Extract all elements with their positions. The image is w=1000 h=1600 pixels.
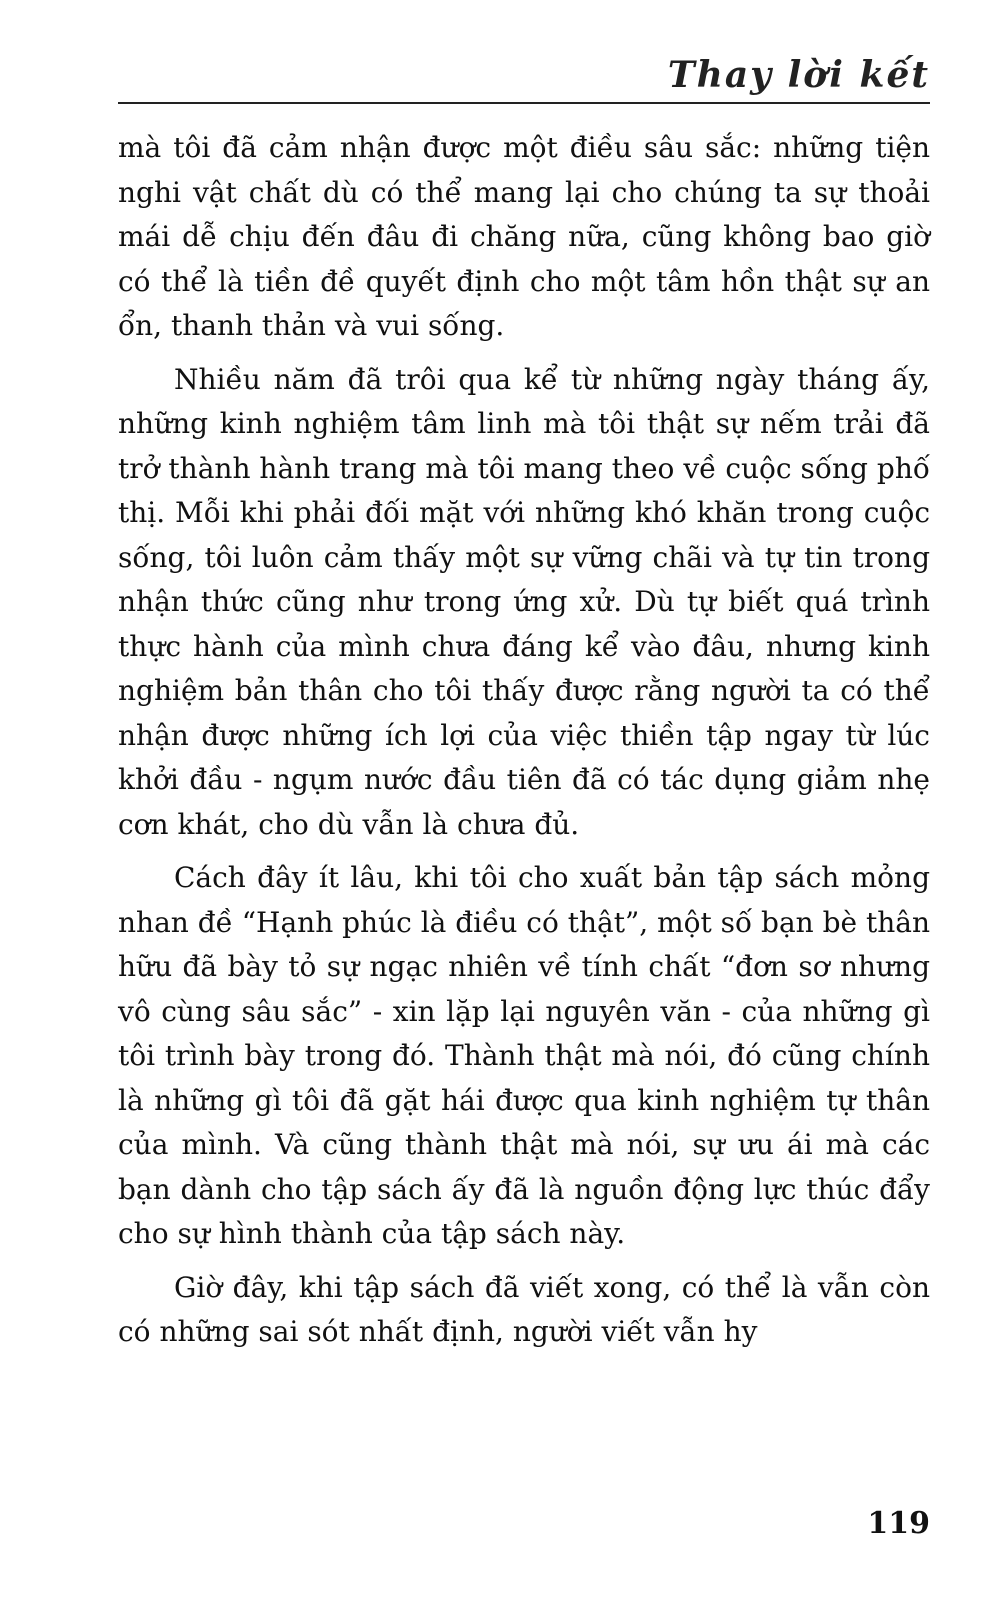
paragraph: Cách đây ít lâu, khi tôi cho xuất bản tập sách mỏng nhan đề “Hạnh phúc là điều có thật”, một số bạn bè thân hữu đã bày tỏ sự ngạc nhiên về tính chất “đơn sơ nhưng vô cùng sâu sắc” - xin lặp lại nguyên văn - của những gì tôi trình bày trong đó. Thành thật mà nói, đó cũng chính là những gì tôi đã gặt hái được qua kinh nghiệm tự thân của mình. Và cũng thành thật mà nói, sự ưu ái mà các bạn dành cho tập sách ấy đã là nguồn động lực thúc đẩy cho sự hình thành của tập sách này. bbox=[118, 861, 930, 1250]
paragraph: Giờ đây, khi tập sách đã viết xong, có thể là vẫn còn có những sai sót nhất định, người viết vẫn hy bbox=[118, 1270, 930, 1348]
paragraph-continued: mà tôi đã cảm nhận được một điều sâu sắc: những tiện nghi vật chất dù có thể mang lại cho chúng ta sự thoải mái dễ chịu đến đâu đi chăng nữa, cũng không bao giờ có thể là tiền đề quyết định cho một tâm hồn thật sự an ổn, thanh thản và vui sống. bbox=[118, 131, 930, 342]
body-text bbox=[118, 126, 930, 1364]
page-number: 119 bbox=[867, 1506, 930, 1541]
chapter-title: Thay lời kết bbox=[667, 54, 930, 96]
running-header bbox=[118, 46, 930, 104]
paragraph: Nhiều năm đã trôi qua kể từ những ngày tháng ấy, những kinh nghiệm tâm linh mà tôi thật sự nếm trải đã trở thành hành trang mà tôi mang theo về cuộc sống phố thị. Mỗi khi phải đối mặt với những khó khăn trong cuộc sống, tôi luôn cảm thấy một sự vững chãi và tự tin trong nhận thức cũng như trong ứng xử. Dù tự biết quá trình thực hành của mình chưa đáng kể vào đâu, nhưng kinh nghiệm bản thân cho tôi thấy được rằng người ta có thể nhận được những ích lợi của việc thiền tập ngay từ lúc khởi đầu - ngụm nước đầu tiên đã có tác dụng giảm nhẹ cơn khát, cho dù vẫn là chưa đủ. bbox=[118, 362, 930, 841]
